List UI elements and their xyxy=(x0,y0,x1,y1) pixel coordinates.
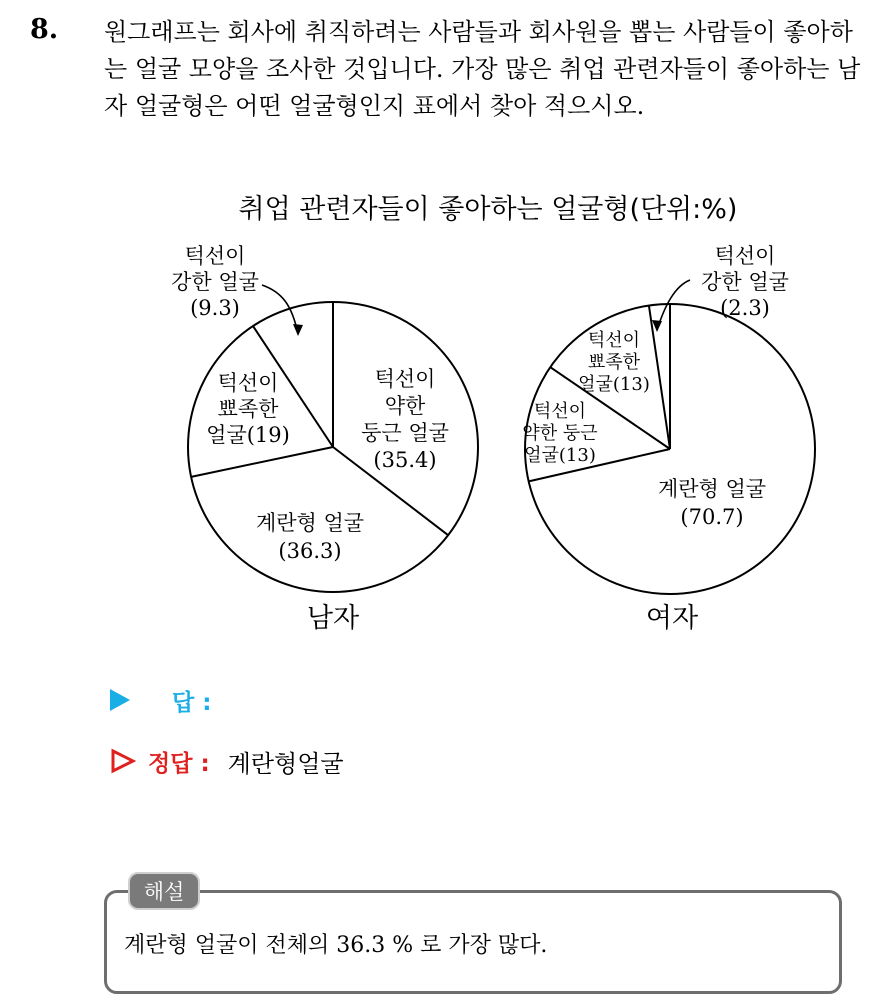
play-filled-icon xyxy=(110,689,130,711)
correct-answer-row xyxy=(110,745,344,777)
pie-slice-label: 턱선이 약한 둥근 얼굴 (35.4) xyxy=(361,367,449,472)
pie-slice-label: 턱선이 뾰족한 얼굴(13) xyxy=(578,330,650,395)
pie-slice-label: 턱선이 약한 둥근 얼굴(13) xyxy=(522,401,598,466)
question-number: 8. xyxy=(30,14,59,45)
pie-caption-female: 여자 xyxy=(645,603,699,634)
answer-label: 답 : xyxy=(172,689,212,716)
play-outline-icon xyxy=(110,748,136,774)
correct-answer-label: 정답 : xyxy=(148,750,210,777)
pie-caption-male: 남자 xyxy=(306,603,360,634)
explanation-text: 계란형 얼굴이 전체의 36.3 % 로 가장 많다. xyxy=(124,933,548,958)
explanation-tag: 해설 xyxy=(128,872,200,910)
correct-answer-value: 계란형얼굴 xyxy=(227,749,344,778)
pie-slice-label: 계란형 얼굴 (36.3) xyxy=(255,511,365,563)
question-text: 원그래프는 회사에 취직하려는 사람들과 회사원을 뽑는 사람들이 좋아하는 얼굴 모양을 조사한 것입니다. 가장 많은 취업 관련자들이 좋아하는 남자 얼굴형은 어떤 얼굴형인지 표에서 찾아 적으시오. xyxy=(104,18,861,120)
pie-slice-label: 턱선이 뾰족한 얼굴(19) xyxy=(206,371,290,447)
pie-female xyxy=(522,244,815,594)
chart-title: 취업 관련자들이 좋아하는 얼굴형(단위:%) xyxy=(238,194,738,225)
pie-male xyxy=(171,244,478,592)
pie-slice-label: 턱선이 강한 얼굴 (9.3) xyxy=(171,244,259,320)
answer-row xyxy=(110,685,211,715)
pie-slice-label: 계란형 얼굴 (70.7) xyxy=(657,477,767,529)
pie-slice-label: 턱선이 강한 얼굴 (2.3) xyxy=(701,244,789,320)
